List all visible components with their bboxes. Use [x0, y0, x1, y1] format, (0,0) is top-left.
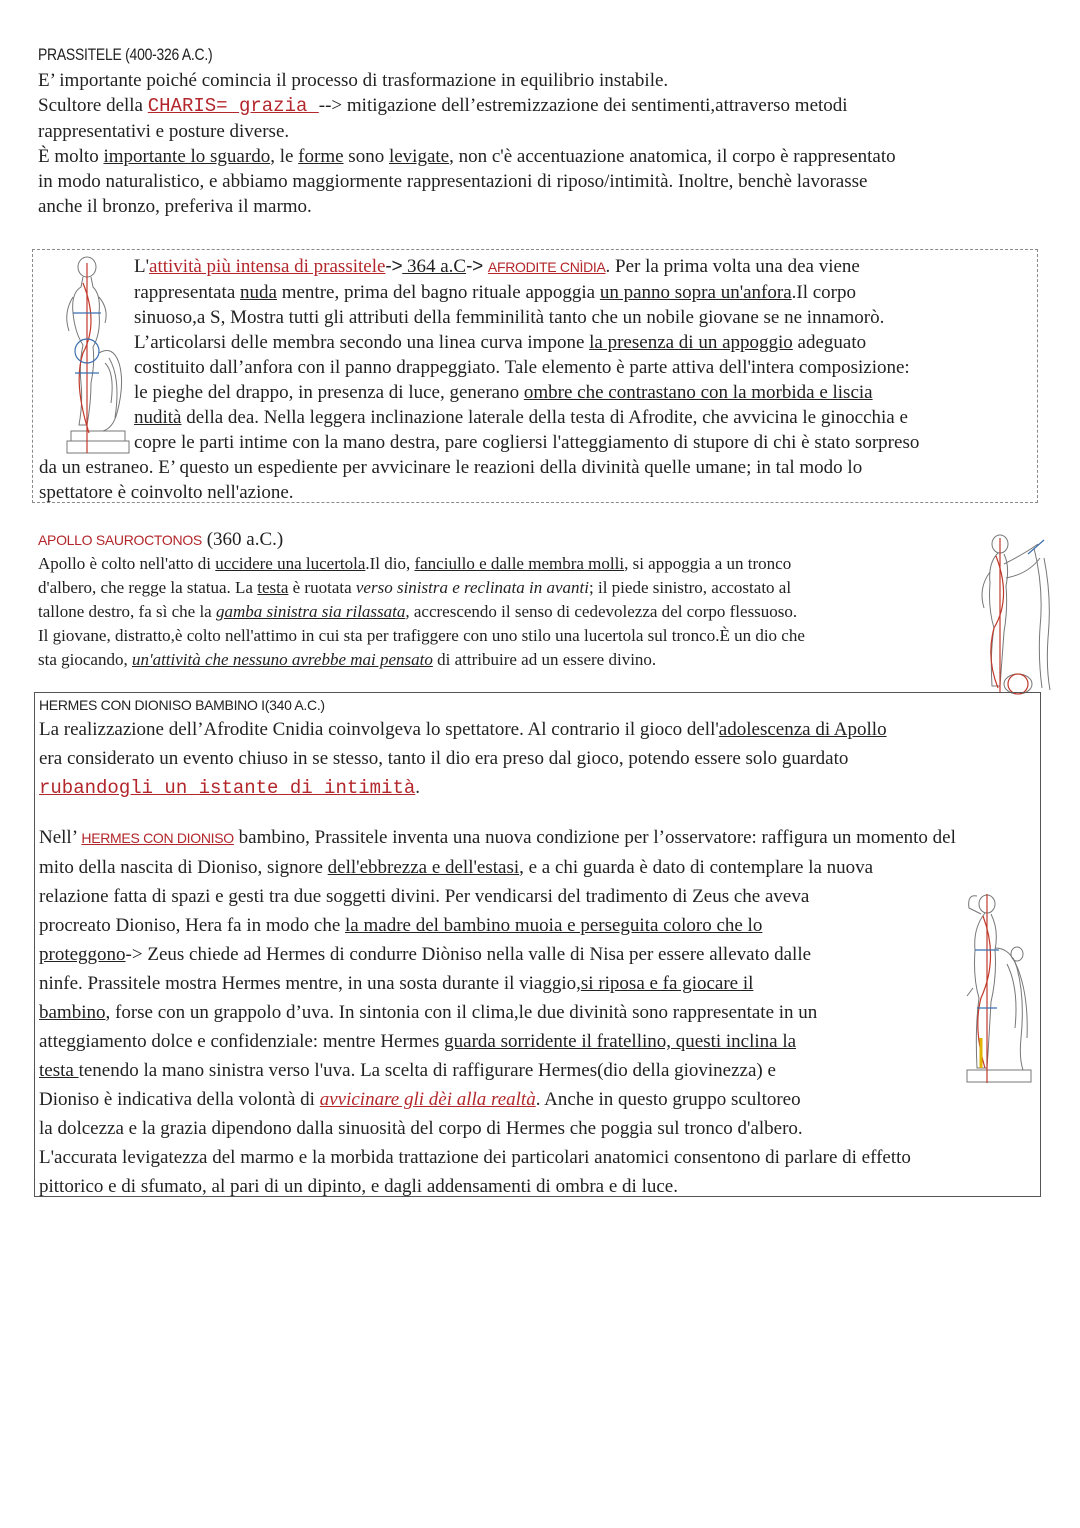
section-title: APOLLO SAUROCTONOS [38, 532, 202, 548]
section-apollo-sauroctonos: APOLLO SAUROCTONOS (360 a.C.) Apollo è colto nell'atto di uccidere una lucertola.Il dio, fanciullo e dalle membra molli, si appoggia a un tronco d'albero, che regge la statua. La testa è ruotata verso sinistra e reclinata in avanti; il piede sinistro, accostato al tallone destro, fa sì che la gamba sinistra sia rilassata, accrescendo il senso di cedevolezza del corpo flessuoso. Il giovane, distratto,è colto nell'attimo in cui sta per trafiggere con uno stilo una lucertola sul tronco.È un dio che sta giocando, un'attività che nessuno avrebbe mai pensato di attribuire ad un essere divino. [38, 528, 948, 672]
section-title: HERMES CON DIONISO BAMBINO I(340 A.C.) [39, 697, 325, 713]
charis-term: CHARIS= grazia [147, 95, 319, 117]
afrodite-cnidia-term: AFRODITE CNÌDIA [487, 259, 606, 275]
apollo-statue-sketch [948, 528, 1058, 698]
afrodite-text: L'attività più intensa di prassitele-> 364 a.C-> AFRODITE CNÌDIA. Per la prima volta una dea viene rappresentata nuda mentre, prima del bagno rituale appoggia un panno sopra un'anfora.Il corpo sinuoso,a S, Mostra tutti gli attributi della femminilità tanto che un nobile giovane se ne innamorò. L’articolarsi delle membra secondo una linea curva impone la presenza di un appoggio adeguato costituito dall’anfora con il panno drappeggiato. Tale elemento è parte attiva dell'intera composizione: le pieghe del drappo, in presenza di luce, generano ombre che contrastano con la morbida e liscia nudità della dea. Nella leggera inclinazione laterale della testa di Afrodite, che avvicina le ginocchia e copre le parti intime con la mano destra, pare cogliersi l'atteggiamento di stupore di chi è stato sorpreso da un estraneo. E’ questo un espediente per avvicinare le reazioni della divinità quelle umane; in tal modo lo spettatore è coinvolto nell'azione. [39, 256, 920, 503]
hermes-con-dioniso-term: HERMES CON DIONISO [81, 830, 234, 846]
section-hermes-dioniso [34, 692, 1041, 1197]
section-afrodite-cnidia [32, 249, 1038, 503]
hermes-text: HERMES CON DIONISO BAMBINO I(340 A.C.) La realizzazione dell’Afrodite Cnidia coinvolgeva lo spettatore. Al contrario il gioco dell'adolescenza di Apollo era considerato un evento chiuso in se stesso, tanto il dio era preso dal gioco, potendo essere solo guardato rubandogli un istante di intimità. Nell’ HERMES CON DIONISO bambino, Prassitele inventa una nuova condizione per l’osservatore: raffigura un momento del mito della nascita di Dioniso, signore dell'ebbrezza e dell'estasi, e a chi guarda è dato di contemplare la nuova relazione fatta di spazi e gesti tra due soggetti divini. Per vendicarsi del tradimento di Zeus che aveva procreato Dioniso, Hera fa in modo che la madre del bambino muoia e perseguita coloro che lo proteggono-> Zeus chiede ad Hermes di condurre Diòniso nella valle di Nisa per essere allevato dalle ninfe. Prassitele mostra Hermes mentre, in una sosta durante il viaggio,si riposa e fa giocare il bambino, forse con un grappolo d’uva. In sintonia con il clima,le due divinità sono rappresentate in un atteggiamento dolce e confidenziale: mentre Hermes guarda sorridente il fratellino, questi inclina la testa tenendo la mano sinistra verso l'uva. La scelta di raffigurare Hermes(dio della giovinezza) e Dioniso è indicativa della volontà di avvicinare gli dèi alla realtà. Anche in questo gruppo scultoreo la dolcezza e la grazia dipendono dalla sinuosità del corpo di Hermes che poggia sul tronco d'albero. L'accurata levigatezza del marmo e la morbida trattazione dei particolari anatomici consentono di parlare di effetto pittorico e di sfumato, al pari di un dipinto, e dagli addensamenti di ombra e di luce. [39, 695, 1039, 1201]
section-title: PRASSITELE (400-326 A.C.) [38, 45, 213, 64]
section-prassitele-intro [38, 42, 1048, 219]
paragraph: E’ importante poiché comincia il processo di trasformazione in equilibrio instabile. Scultore della CHARIS= grazia --> mitigazione dell’estremizzazione dei sentimenti,attraverso metodi rappresentativi e posture diverse. È molto importante lo sguardo, le forme sono levigate, non c'è accentuazione anatomica, il corpo è rappresentato in modo naturalistico, e abbiamo maggiormente rappresentazioni di riposo/intimità. Inoltre, benchè lavorasse anche il bronzo, preferiva il marmo. [38, 70, 896, 217]
